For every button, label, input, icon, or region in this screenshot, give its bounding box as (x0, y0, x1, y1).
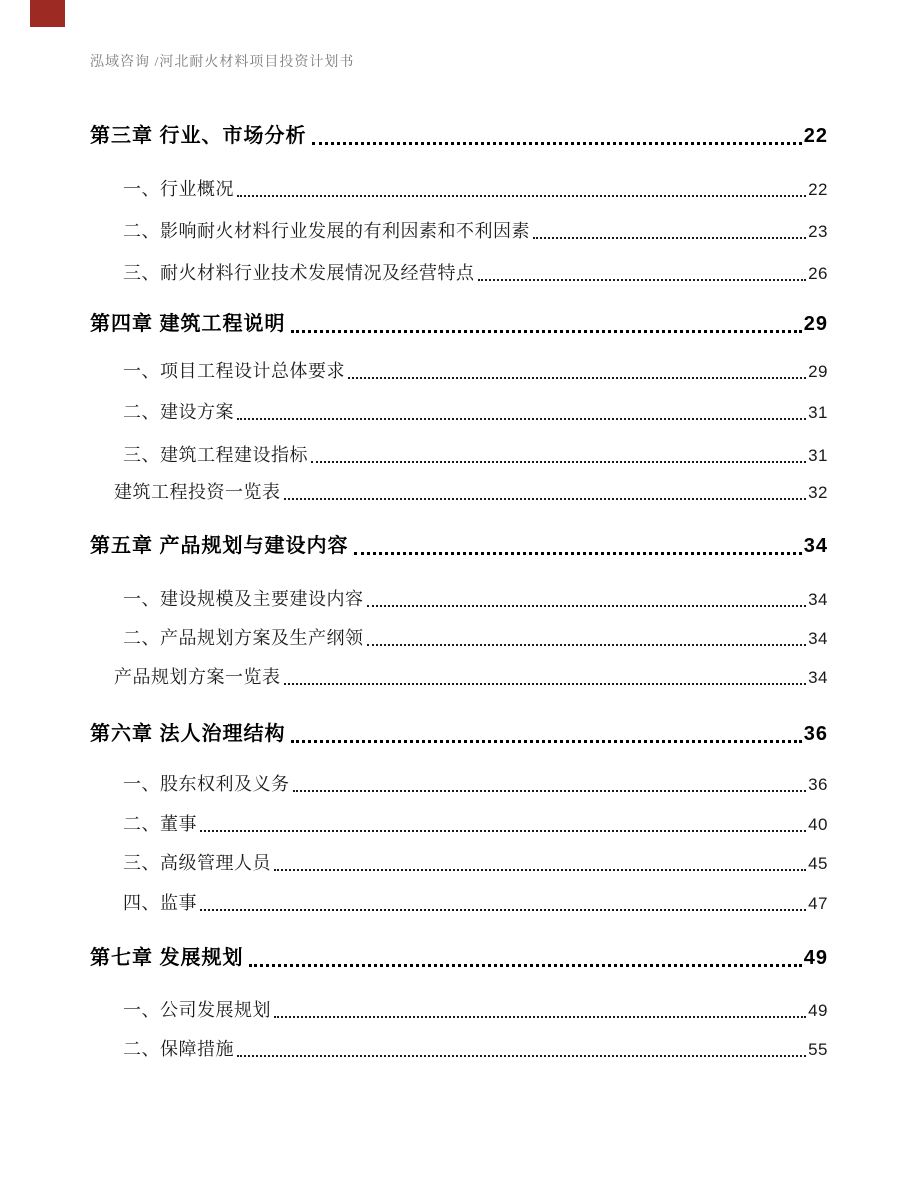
chapter-page-number: 36 (803, 723, 828, 745)
chapter-page-number: 49 (803, 947, 828, 969)
chapter-title: 第四章 建筑工程说明 (90, 313, 286, 335)
entry-label: 二、董事 (123, 814, 197, 834)
toc-chapter-heading[interactable] (90, 310, 828, 338)
entry-label: 四、监事 (123, 893, 197, 913)
dotted-leader (533, 237, 806, 239)
entry-label: 二、保障措施 (123, 1039, 234, 1059)
entry-page-number: 49 (808, 1001, 828, 1020)
toc-entry[interactable] (123, 812, 828, 836)
dotted-leader (354, 552, 802, 555)
entry-page-number: 45 (808, 854, 828, 873)
entry-label: 产品规划方案一览表 (114, 667, 281, 687)
toc-entry[interactable] (123, 998, 828, 1022)
dotted-leader (311, 461, 806, 463)
dotted-leader (293, 790, 807, 792)
entry-label: 一、项目工程设计总体要求 (123, 361, 345, 381)
dotted-leader (478, 279, 807, 281)
dotted-leader (200, 909, 806, 911)
dotted-leader (284, 498, 807, 500)
chapter-title: 第五章 产品规划与建设内容 (90, 535, 349, 557)
dotted-leader (274, 1016, 806, 1018)
toc-entry[interactable] (123, 359, 828, 383)
dotted-leader (249, 964, 802, 967)
dotted-leader (237, 1055, 806, 1057)
toc-entry[interactable] (114, 665, 828, 689)
entry-label: 三、建筑工程建设指标 (123, 445, 308, 465)
toc-entry[interactable] (123, 443, 828, 467)
table-of-contents (90, 0, 828, 1191)
toc-chapter-heading[interactable] (90, 720, 828, 748)
dotted-leader (274, 869, 806, 871)
entry-page-number: 36 (808, 775, 828, 794)
toc-chapter-heading[interactable] (90, 122, 828, 150)
entry-page-number: 34 (808, 629, 828, 648)
entry-page-number: 23 (808, 222, 828, 241)
entry-page-number: 31 (808, 446, 828, 465)
toc-entry[interactable] (123, 177, 828, 201)
entry-page-number: 34 (808, 668, 828, 687)
entry-page-number: 47 (808, 894, 828, 913)
toc-entry[interactable] (123, 219, 828, 243)
toc-entry[interactable] (123, 400, 828, 424)
chapter-page-number: 22 (803, 125, 828, 147)
document-header: 泓域咨询 /河北耐火材料项目投资计划书 (90, 55, 355, 70)
dotted-leader (367, 605, 807, 607)
toc-entry[interactable] (123, 626, 828, 650)
dotted-leader (291, 740, 802, 743)
entry-label: 二、建设方案 (123, 402, 234, 422)
entry-page-number: 34 (808, 590, 828, 609)
entry-label: 三、耐火材料行业技术发展情况及经营特点 (123, 263, 475, 283)
entry-label: 二、产品规划方案及生产纲领 (123, 628, 364, 648)
chapter-title: 第七章 发展规划 (90, 947, 244, 969)
toc-entry[interactable] (123, 772, 828, 796)
chapter-page-number: 29 (803, 313, 828, 335)
toc-entry[interactable] (123, 587, 828, 611)
toc-chapter-heading[interactable] (90, 944, 828, 972)
toc-entry[interactable] (123, 851, 828, 875)
toc-entry[interactable] (123, 261, 828, 285)
entry-page-number: 55 (808, 1040, 828, 1059)
toc-entry[interactable] (114, 480, 828, 504)
entry-page-number: 31 (808, 403, 828, 422)
dotted-leader (367, 644, 807, 646)
chapter-title: 第三章 行业、市场分析 (90, 125, 307, 147)
dotted-leader (312, 142, 802, 145)
chapter-title: 第六章 法人治理结构 (90, 723, 286, 745)
entry-label: 一、公司发展规划 (123, 1000, 271, 1020)
entry-label: 一、股东权利及义务 (123, 774, 290, 794)
entry-label: 三、高级管理人员 (123, 853, 271, 873)
dotted-leader (291, 330, 802, 333)
brand-logo (30, 0, 65, 27)
entry-label: 二、影响耐火材料行业发展的有利因素和不利因素 (123, 221, 530, 241)
toc-entry[interactable] (123, 891, 828, 915)
entry-page-number: 32 (808, 483, 828, 502)
entry-label: 一、建设规模及主要建设内容 (123, 589, 364, 609)
entry-page-number: 29 (808, 362, 828, 381)
toc-entry[interactable] (123, 1037, 828, 1061)
chapter-page-number: 34 (803, 535, 828, 557)
entry-label: 一、行业概况 (123, 179, 234, 199)
dotted-leader (200, 830, 806, 832)
dotted-leader (237, 195, 806, 197)
dotted-leader (348, 377, 806, 379)
dotted-leader (237, 418, 806, 420)
entry-page-number: 40 (808, 815, 828, 834)
dotted-leader (284, 683, 807, 685)
entry-page-number: 26 (808, 264, 828, 283)
entry-label: 建筑工程投资一览表 (114, 482, 281, 502)
toc-chapter-heading[interactable] (90, 532, 828, 560)
entry-page-number: 22 (808, 180, 828, 199)
